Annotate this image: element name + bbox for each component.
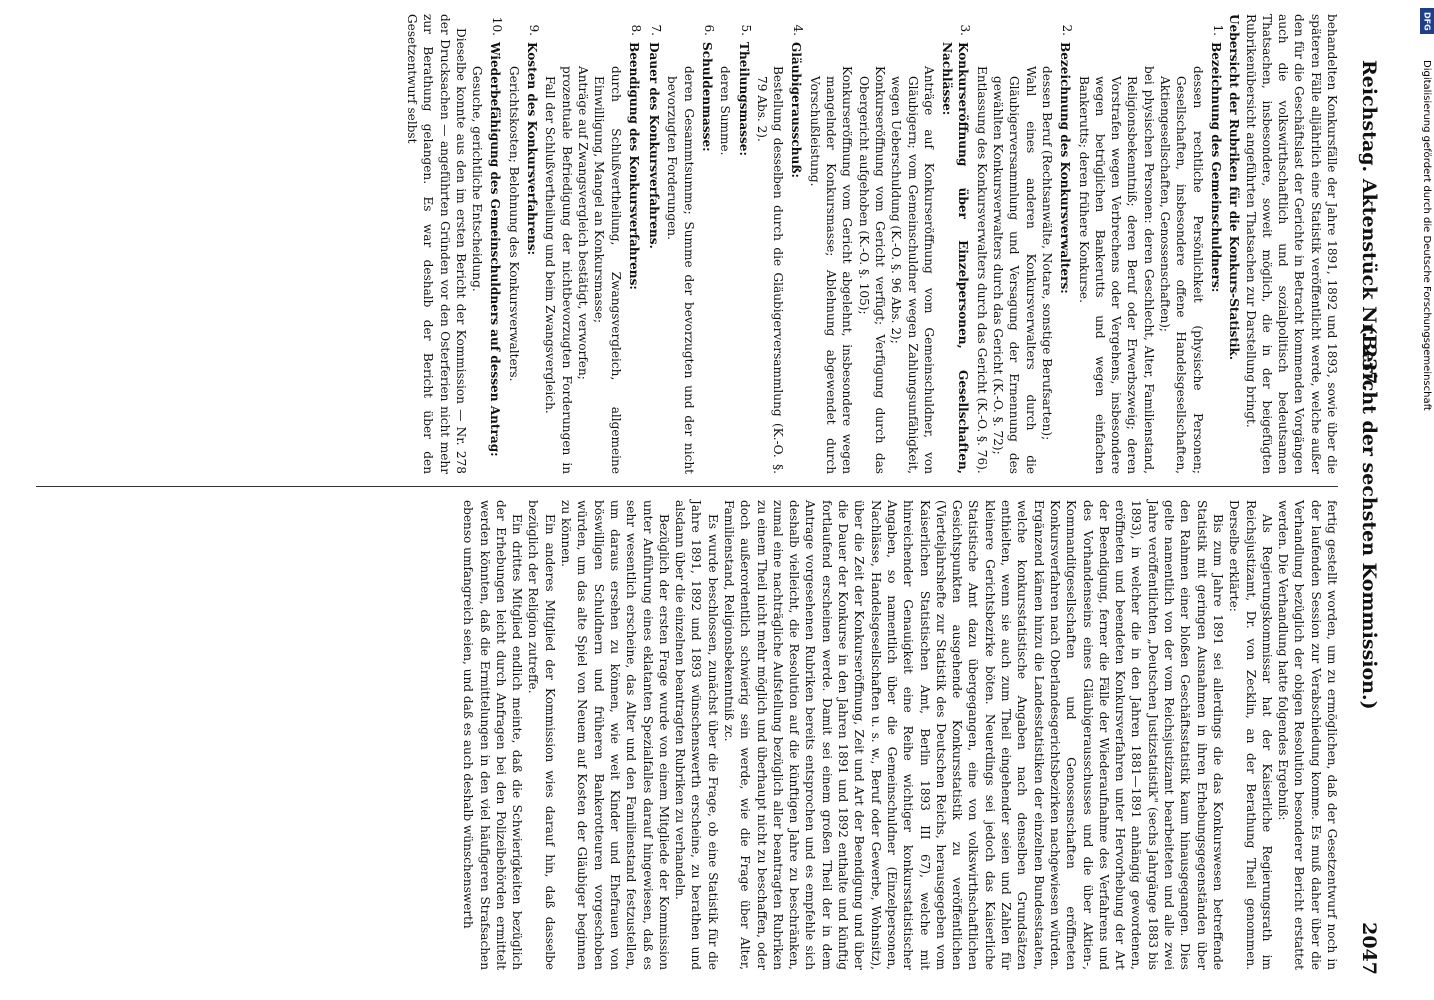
rubric-item <box>973 14 1075 474</box>
right-paragraph: Es wurde beschlossen, zunächst über die Frage, ob eine Statistik für die Jahre 1891, 1892 und 1893 wünschenswerth erscheine, zu berathen und alsdann über die einzelnen beantragten Rubriken zu verhandeln. <box>673 500 720 970</box>
rubric-title: Konkurseröffnung über Einzelpersonen, Gesellschaften, Nachlässe: <box>940 42 971 474</box>
right-paragraph: Als Regierungskommissar hat der Kaiserliche Regierungsrath im Reichsjustizamt, Dr. von Zecklin, an der Berathung Theil genommen. Derselbe erklärte: <box>1227 500 1274 970</box>
rubric-number: 9. <box>527 24 542 36</box>
rubric-body <box>973 42 1075 474</box>
rubric-number: 8. <box>628 24 643 36</box>
dfg-logo: DFG <box>1420 8 1434 34</box>
rubric-title: Bezeichnung des Konkursverwalters: <box>1058 42 1073 294</box>
rubric-line: Gesuche, gerichtliche Entscheidung. <box>470 66 485 292</box>
rubric-title: Dauer des Konkursverfahrens. <box>647 42 662 249</box>
rubric-title: Kosten des Konkursverfahrens: <box>525 42 540 256</box>
rubric-line: Gerichtskosten; Belohnung des Konkursverwalters. <box>506 66 521 382</box>
right-paragraph: Bezüglich der ersten Frage wurde von einem Mitgliede der Kommission unter Anführung eines eklatanten Spezialfalles darauf hingewiesen, daß es sehr wesentlich erscheine, das Alter und den Familienstand festzustellen, um daraus ersehen zu können, wie weit Kinder und Ehefrauen von böswilligen Schuldnern und früheren Bankerotteuren vorgeschoben würden, um das alte Spiel von Neuem auf Kosten der Gläubiger beginnen zu können. <box>559 500 671 970</box>
right-column <box>460 500 1340 970</box>
rubric-line: Entlassung des Konkursverwalters durch das Gericht (K.-O. §. 76). <box>974 66 989 474</box>
rubric-body <box>542 42 644 474</box>
rubric-line: Anträge auf Konkurseröffnung vom Gemeinschuldner, von Gläubigern; vom Gemeinschuldner wegen Zahlungsunfähigkeit, wegen Ueberschuldung (K.-O. §. 96 Abs. 2); <box>889 66 936 474</box>
rubric-line: deren Summe. <box>718 66 733 156</box>
overview-heading: Uebersicht der Rubriken für die Konkurs-Statistik. <box>1227 14 1242 361</box>
right-paragraph: Bis zum Jahre 1891 sei allerdings die das Konkurswesen betreffende Statistik mit geringen Ausnahmen in ihren Erhebungsgegenständen über den Rahmen einer bloßen Geschäftsstatistik kaum hinausgegangen. Dies gelte namentlich von der vom Reichsjustizamt bearbeiteten und alle zwei Jahre veröffentlichten „Deutschen Justizstatistik" (sechs Jahrgänge 1883 bis 1893), in welcher die in den Jahren 1881—1891 anhängig gewordenen, eröffneten und beendeten Konkursverfahren unter Hervorhebung der Art der Beendigung, ferner die Fälle der Wiederaufnahme des Verfahrens und des Vorhandenseins eines Gläubigerausschusses und die über Aktien-, Kommanditgesellschaften und Genossenschaften eröffneten Konkursverfahren nach Oberlandesgerichtsbezirken nachgewiesen würden. Ergänzend kämen hinzu die Landesstatistiken der einzelnen Bundesstaaten, welche konkursstatistische Angaben nach denselben Grundsätzen enthielten, wenn sie auch zum Theil eingehender seien und Zahlen für kleinere Gerichtsbezirke böten. Neuerdings sei jedoch das Kaiserliche Statistische Amt dazu übergegangen, eine von volkswirthschaftlichen Gesichtspunkten ausgehende Konkursstatistik zu veröffentlichen (Vierteljahrshefte zur Statistik des Deutschen Reichs, herausgegeben vom Kaiserlichen Statistischen Amt, Berlin 1893 III 67), welche mit hinreichender Genauigkeit eine Reihe wichtiger konkursstatistischer Angaben, so namentlich über die Gemeinschuldner (Einzelpersonen, Nachlässe, Handelsgesellschaften u. s. w., Beruf oder Gewerbe, Wohnsitz), über die Zeit der Konkurseröffnung, Zeit und Art der Beendigung und über die Dauer der Konkurse in den Jahren 1891 und 1892 enthalte und künftig fortlaufend erscheinen werde. Damit sei einem großen Theil der in dem Antrage vorgesehenen Rubriken bereits entsprochen und es empfehle sich deshalb vielleicht, die Resolution auf die künftigen Jahre zu beschränken, zumal eine nachträgliche Aufstellung bezüglich aller beantragten Rubriken zu einem Theil nicht mehr möglich und überhaupt nicht zu beschaffen, oder doch außerordentlich schwierig sein werde, wie die Frage über Alter, Familienstand, Religionsbekenntniß zc. <box>722 500 1225 970</box>
page-number: 2047 <box>1358 922 1380 975</box>
rubric-line: Bestellung desselben durch die Gläubigerversammlung (K.-O. §. 79 Abs. 2). <box>754 66 786 474</box>
header-center: (Bericht der sechsten Kommission.) <box>1358 325 1380 710</box>
rubric-line: durch Schlußvertheilung, Zwangsvergleich, allgemeine Einwilligung, Mangel an Konkursmasse; <box>592 66 623 474</box>
rubric-item <box>807 14 974 474</box>
header-left: Reichstag. Aktenstück Nr. 237. <box>1358 60 1380 392</box>
rubric-item <box>505 14 542 474</box>
right-paragraph: Ein drittes Mitglied endlich meinte, daß die Schwierigkeiten bezüglich der Erhebungen leicht durch Anfragen bei den Polizeibehörden ermittelt werden könnten, daß die Ermittelungen in den viel häufigeren Strafsachen ebenso umfangreich seien, und daß es auch deshalb wünschenswerth <box>461 500 525 970</box>
rubric-line: Konkurseröffnung vom Gericht abgelehnt, insbesondere wegen mangelnder Konkursmasse; Ablehnung abgewendet durch Vorschußleistung. <box>807 66 855 474</box>
rubric-body <box>1075 42 1226 474</box>
rubric-title: Beendigung des Konkursverfahrens: <box>626 42 641 290</box>
rubric-number: 1. <box>1210 24 1225 36</box>
closing-paragraph: Dieselbe konnte aus den im ersten Bericht der Kommission — Nr. 278 der Drucksachen — angeführten Gründen vor den Osterferien nicht mehr zur Berathung gelangen. Es war deshalb der Bericht über den Gesetzentwurf selbst <box>404 14 468 474</box>
rubric-list <box>469 14 1226 474</box>
rubric-number: 5. <box>738 24 753 36</box>
rubric-body <box>664 42 717 474</box>
rubric-title: Bezeichnung des Gemeinschuldners: <box>1208 42 1223 293</box>
rubric-number: 2. <box>1060 24 1075 36</box>
digitization-credit <box>1419 0 1434 1000</box>
right-paragraph: fertig gestellt worden, um zu ermöglichen, daß der Gesetzentwurf noch in der laufenden Session zur Verabschiedung komme. Es muß daher über die Verhandlung bezüglich der obigen Resolution besonderer Bericht erstattet werden. Die Verhandlung hatte folgendes Ergebniß: <box>1276 500 1339 970</box>
rubric-body <box>469 42 506 474</box>
page-header <box>1350 60 1380 975</box>
rubric-number: 7. <box>649 24 664 36</box>
rubric-body <box>754 42 807 474</box>
rubric-number: 10. <box>490 16 505 36</box>
rubric-line: dessen rechtliche Persönlichkeit (physische Personen; Gesellschaften, insbesondere offene Handelsgesellschaften, Aktiengesellschaften, Genossenschaften); <box>1158 66 1205 474</box>
rubric-body <box>807 42 974 474</box>
rubric-item <box>664 14 717 474</box>
scanned-page <box>16 0 1400 1000</box>
rubric-item <box>1075 14 1226 474</box>
rubric-body <box>717 42 754 474</box>
rubric-title: Schuldenmasse: <box>700 42 715 152</box>
credit-text: Digitalisierung gefördert durch die Deutsche Forschungsgemeinschaft <box>1421 60 1432 411</box>
intro-paragraph: behandelten Konkursfälle der Jahre 1891, 1892 und 1893, sowie über die späteren Fälle alljährlich eine Statistik veröffentlicht werde, welche außer den für die Geschäftslast der Gerichte in Betracht kommenden Vorgängen auch die volkswirthschaftlich und sozialpolitisch bedeutsamen Thatsachen, insbesondere, soweit möglich, die in der beigefügten Rubrikenübersicht angeführten Thatsachen zur Darstellung bringt. <box>1243 14 1339 474</box>
rubric-item <box>644 14 664 474</box>
rubric-item <box>469 14 506 474</box>
rubric-item <box>717 14 754 474</box>
rubric-line: deren Gesammtsumme; Summe der bevorzugten und der nicht bevorzugten Forderungen. <box>665 66 696 474</box>
left-column <box>404 14 1340 474</box>
rubric-line: Anträge auf Zwangsvergleich bestätigt, verworfen; <box>575 66 590 380</box>
rubric-line: prozentuale Befriedigung der nichtbevorzugten Forderungen in Fall der Schlußvertheilung und beim Zwangsvergleich. <box>543 66 574 474</box>
rubric-item <box>542 14 644 474</box>
rubric-item <box>754 14 807 474</box>
right-paragraph: Ein anderes Mitglied der Kommission wies darauf hin, daß dasselbe bezüglich der Religion zutreffe. <box>526 500 557 970</box>
rubric-number: 6. <box>702 24 717 36</box>
rubric-line: bei physischen Personen: deren Geschlecht, Alter, Familienstand, Religionsbekenntniß; deren Beruf oder Erwerbszweig; deren Vorstrafen wegen Verbrechens oder Vergehens, insbesondere wegen betrüglichen Bankerutts und wegen einfachen Bankerutts; deren frühere Konkurse. <box>1076 66 1156 474</box>
rubric-line: Konkurseröffnung vom Gericht verfügt; Verfügung durch das Obergericht aufgehoben (K.-O. §. 105); <box>856 66 887 474</box>
rubric-body <box>644 42 664 474</box>
rubric-line: dessen Beruf (Rechtsanwälte, Notare, sonstige Berufsarten); <box>1039 66 1054 441</box>
rubric-body <box>505 42 542 474</box>
column-divider <box>36 486 1338 487</box>
rubric-title: Theilungsmasse: <box>736 42 751 156</box>
rubric-title: Gläubigerausschuß: <box>789 42 804 178</box>
rubric-title: Wiederbefähigung des Gemeinschuldners auf dessen Antrag: <box>488 42 503 457</box>
rubric-number: 3. <box>958 24 973 36</box>
rubric-number: 4. <box>791 24 806 36</box>
rubric-line: Wahl eines anderen Konkursverwalters durch die Gläubigerversammlung und Versagung der Ernennung des gewählten Konkursverwalters durch das Gericht (K.-O. §. 72); <box>991 66 1038 474</box>
